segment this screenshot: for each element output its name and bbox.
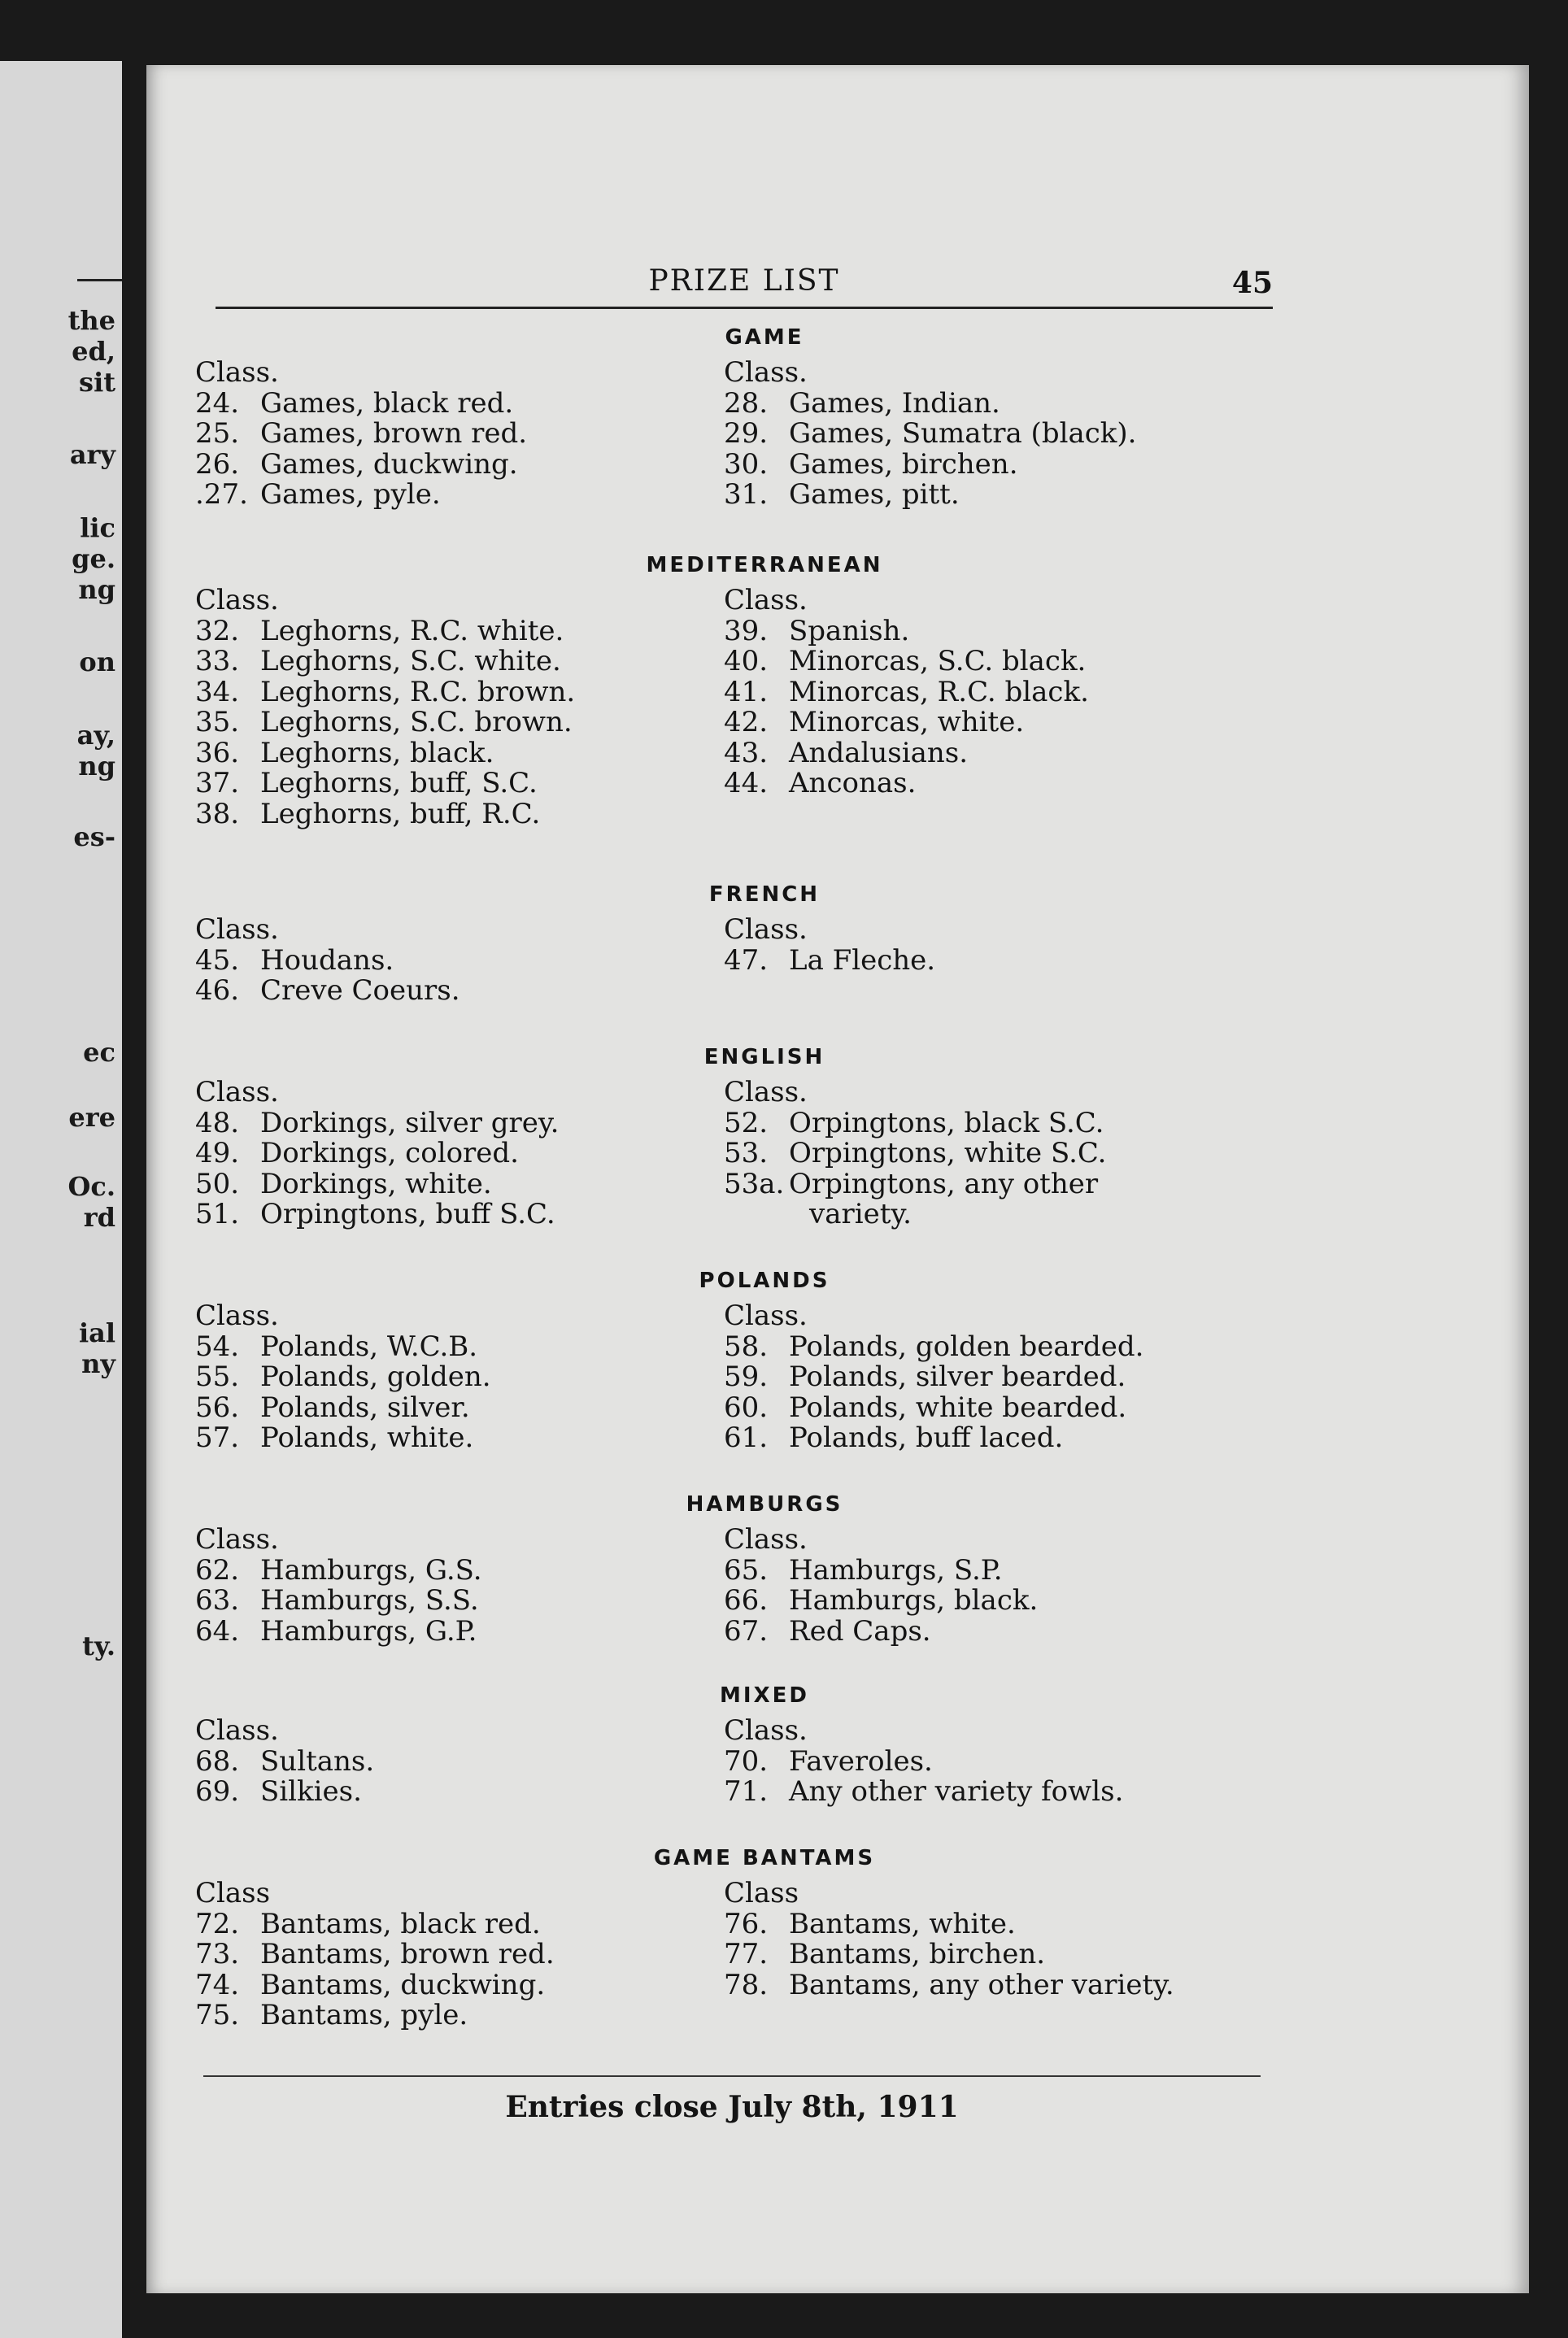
class-entry xyxy=(195,1332,724,1363)
class-entry xyxy=(195,1423,724,1454)
class-entry xyxy=(195,1393,724,1424)
class-entry xyxy=(724,1777,1252,1808)
class-description: Polands, golden. xyxy=(260,1361,491,1393)
class-number: 29. xyxy=(724,417,769,450)
class-description: Anconas. xyxy=(789,767,917,799)
class-description: Polands, golden bearded. xyxy=(789,1330,1144,1363)
class-entry xyxy=(195,1777,724,1808)
class-column-left xyxy=(195,1078,724,1230)
class-number: 45. xyxy=(195,943,240,977)
class-number: 56. xyxy=(195,1391,240,1424)
class-entry xyxy=(195,647,724,677)
left-fragment: ed, xyxy=(72,336,115,367)
breed-section xyxy=(195,1846,1334,2031)
section-columns xyxy=(195,1301,1334,1454)
section-heading: MEDITERRANEAN xyxy=(646,553,883,577)
class-number: 34. xyxy=(195,675,240,708)
class-number: 28. xyxy=(724,386,769,420)
class-description: Bantams, duckwing. xyxy=(260,1968,546,2001)
class-entry xyxy=(195,799,724,830)
class-description: Minorcas, white. xyxy=(789,706,1025,738)
left-fragment: the xyxy=(68,305,115,336)
section-heading: HAMBURGS xyxy=(686,1492,843,1517)
class-column-left xyxy=(195,1716,724,1808)
class-entry xyxy=(195,1199,724,1230)
class-entry xyxy=(724,768,1252,799)
class-number: 67. xyxy=(724,1614,769,1648)
section-heading: GAME xyxy=(725,325,804,350)
class-description: Polands, silver. xyxy=(260,1391,470,1424)
class-column-right xyxy=(724,1879,1252,2031)
class-column-right xyxy=(724,1525,1252,1647)
class-description: Bantams, black red. xyxy=(260,1907,541,1940)
class-entry xyxy=(195,1909,724,1940)
class-column-left xyxy=(195,1879,724,2031)
class-description: Games, black red. xyxy=(260,386,514,420)
left-fragment: ng xyxy=(78,574,115,605)
class-number: 39. xyxy=(724,614,769,647)
page-header xyxy=(216,264,1273,313)
section-columns xyxy=(195,1879,1334,2031)
class-entry xyxy=(724,386,1252,420)
class-entry xyxy=(724,677,1252,708)
left-fragment: ty. xyxy=(82,1631,115,1661)
class-entry xyxy=(195,2001,724,2031)
class-entry xyxy=(724,1362,1252,1393)
class-label: Class. xyxy=(724,1714,808,1747)
class-column-left xyxy=(195,586,724,829)
class-number: 64. xyxy=(195,1614,240,1648)
class-description: Dorkings, silver grey. xyxy=(260,1106,560,1139)
class-number: 25. xyxy=(195,417,240,450)
breed-section xyxy=(195,1269,1334,1454)
class-entry xyxy=(195,768,724,799)
class-column-right xyxy=(724,1301,1252,1454)
class-entry xyxy=(195,943,724,977)
class-entry xyxy=(724,647,1252,677)
class-number: 33. xyxy=(195,645,240,677)
class-number: 57. xyxy=(195,1422,240,1454)
class-entry xyxy=(724,1614,1252,1648)
class-label: Class. xyxy=(724,356,808,389)
class-column-right xyxy=(724,358,1252,511)
class-number: 70. xyxy=(724,1744,769,1778)
class-label: Class. xyxy=(195,1714,279,1747)
class-entry xyxy=(195,1940,724,1970)
class-description: Hamburgs, G.P. xyxy=(260,1614,477,1648)
class-label: Class. xyxy=(195,356,279,389)
class-entry xyxy=(724,1332,1252,1363)
class-description: Faveroles. xyxy=(789,1744,933,1778)
left-fragment: ial xyxy=(78,1317,115,1348)
section-columns xyxy=(195,1525,1334,1647)
section-columns xyxy=(195,586,1334,829)
class-label: Class. xyxy=(724,584,808,616)
class-description: Leghorns, buff, R.C. xyxy=(260,797,541,830)
left-fragment: ng xyxy=(78,751,115,782)
class-entry xyxy=(195,1108,724,1139)
class-number: 53. xyxy=(724,1137,769,1169)
class-entry xyxy=(195,976,724,1007)
class-number: 77. xyxy=(724,1938,769,1970)
class-number: 46. xyxy=(195,974,240,1007)
left-fragment: Oc. xyxy=(68,1171,115,1202)
class-label: Class. xyxy=(724,913,808,946)
left-fragment: on xyxy=(79,647,115,677)
class-number: 75. xyxy=(195,1999,240,2031)
class-number: 68. xyxy=(195,1744,240,1778)
class-column-right xyxy=(724,1716,1252,1808)
class-number: 40. xyxy=(724,645,769,677)
class-number: 72. xyxy=(195,1907,240,1940)
class-description: Polands, white. xyxy=(260,1422,474,1454)
entries-close-notice: Entries close July 8th, 1911 xyxy=(505,2090,959,2124)
class-description: Polands, buff laced. xyxy=(789,1422,1064,1454)
class-entry xyxy=(195,1586,724,1617)
class-number: 51. xyxy=(195,1198,240,1230)
class-column-left xyxy=(195,1525,724,1647)
section-heading: ENGLISH xyxy=(703,1045,825,1069)
class-description: Minorcas, R.C. black. xyxy=(789,675,1089,708)
document-page xyxy=(146,65,1529,2293)
class-description: Leghorns, black. xyxy=(260,736,494,769)
class-description: Games, Sumatra (black). xyxy=(789,417,1137,450)
left-fragment: ay, xyxy=(76,720,115,751)
header-rule xyxy=(216,307,1273,309)
class-description: Hamburgs, S.S. xyxy=(260,1584,479,1617)
class-entry xyxy=(724,616,1252,647)
class-description: Sultans. xyxy=(260,1744,375,1778)
class-entry xyxy=(724,1108,1252,1139)
class-number: 73. xyxy=(195,1938,240,1970)
class-entry xyxy=(195,616,724,647)
class-number: 59. xyxy=(724,1361,769,1393)
class-number: 52. xyxy=(724,1106,769,1139)
class-number: .27. xyxy=(195,478,248,511)
section-heading: FRENCH xyxy=(708,882,821,907)
class-column-right xyxy=(724,586,1252,829)
class-entry xyxy=(724,1139,1252,1169)
class-description: Andalusians. xyxy=(789,736,969,769)
class-description: Games, pyle. xyxy=(260,478,441,511)
footer-rule xyxy=(203,2075,1261,2077)
class-description: Games, Indian. xyxy=(789,386,1000,420)
left-fragment: ge. xyxy=(72,543,115,574)
class-entry xyxy=(195,738,724,769)
class-entry xyxy=(724,1970,1252,2001)
class-description: Houdans. xyxy=(260,943,394,977)
section-columns xyxy=(195,358,1334,511)
class-number: 53a. xyxy=(724,1167,785,1200)
class-description: Minorcas, S.C. black. xyxy=(789,645,1087,677)
class-entry xyxy=(724,943,1252,977)
class-entry xyxy=(724,1940,1252,1970)
class-number: 37. xyxy=(195,767,240,799)
class-description: Bantams, brown red. xyxy=(260,1938,555,1970)
class-number: 69. xyxy=(195,1775,240,1808)
class-number: 54. xyxy=(195,1330,240,1363)
class-number: 66. xyxy=(724,1584,769,1617)
class-entry xyxy=(195,1970,724,2001)
class-number: 48. xyxy=(195,1106,240,1139)
class-description: Bantams, white. xyxy=(789,1907,1016,1940)
class-entry xyxy=(195,1744,724,1778)
class-number: 74. xyxy=(195,1968,240,2001)
left-fragment: ec xyxy=(83,1037,115,1068)
class-description: Games, birchen. xyxy=(789,447,1018,481)
class-number: 31. xyxy=(724,478,769,511)
class-entry xyxy=(724,419,1252,450)
class-description: Games, pitt. xyxy=(789,478,960,511)
class-number: 41. xyxy=(724,675,769,708)
class-label: Class xyxy=(195,1877,271,1909)
class-description: Orpingtons, any other xyxy=(789,1167,1099,1200)
class-number: 61. xyxy=(724,1422,769,1454)
class-label: Class. xyxy=(195,584,279,616)
class-description: Any other variety fowls. xyxy=(789,1775,1124,1808)
class-entry xyxy=(724,1553,1252,1587)
adjacent-page-rule xyxy=(77,279,122,281)
class-description: Bantams, any other variety. xyxy=(789,1968,1174,2001)
class-label: Class. xyxy=(724,1300,808,1332)
class-number: 78. xyxy=(724,1968,769,2001)
class-entry xyxy=(195,707,724,738)
class-entry xyxy=(195,1614,724,1648)
class-label: Class. xyxy=(195,913,279,946)
class-description: Hamburgs, black. xyxy=(789,1584,1039,1617)
left-fragment: lic xyxy=(80,512,115,543)
section-columns xyxy=(195,1716,1334,1808)
class-label: Class. xyxy=(724,1076,808,1108)
class-description: Games, duckwing. xyxy=(260,447,518,481)
class-entry xyxy=(195,1362,724,1393)
breed-section xyxy=(195,1683,1334,1808)
class-number: 49. xyxy=(195,1137,240,1169)
class-entry xyxy=(724,707,1252,738)
section-columns xyxy=(195,915,1334,1007)
class-number: 60. xyxy=(724,1391,769,1424)
class-entry xyxy=(195,1553,724,1587)
class-entry xyxy=(724,738,1252,769)
class-label: Class. xyxy=(724,1523,808,1556)
class-description: Leghorns, S.C. brown. xyxy=(260,706,573,738)
class-description: Leghorns, R.C. white. xyxy=(260,614,564,647)
class-number: 55. xyxy=(195,1361,240,1393)
class-label: Class. xyxy=(195,1300,279,1332)
class-entry xyxy=(724,480,1252,511)
class-description: Hamburgs, S.P. xyxy=(789,1553,1003,1587)
left-fragment: es- xyxy=(73,821,115,852)
class-description: Creve Coeurs. xyxy=(260,974,460,1007)
class-entry xyxy=(195,447,724,481)
breed-section xyxy=(195,1492,1334,1647)
class-number: 63. xyxy=(195,1584,240,1617)
class-entry xyxy=(195,419,724,450)
class-number: 38. xyxy=(195,797,240,830)
class-entry xyxy=(724,1744,1252,1778)
class-description: Games, brown red. xyxy=(260,417,528,450)
class-description: Leghorns, buff, S.C. xyxy=(260,767,538,799)
class-description: Hamburgs, G.S. xyxy=(260,1553,482,1587)
class-number: 50. xyxy=(195,1167,240,1200)
class-description: Dorkings, colored. xyxy=(260,1137,519,1169)
section-heading: POLANDS xyxy=(699,1269,830,1293)
class-description: Orpingtons, white S.C. xyxy=(789,1137,1107,1169)
left-fragment: ny xyxy=(81,1348,115,1379)
class-number: 47. xyxy=(724,943,769,977)
class-column-left xyxy=(195,915,724,1007)
adjacent-page-edge xyxy=(0,61,122,2338)
class-description: La Fleche. xyxy=(789,943,936,977)
class-entry xyxy=(724,1199,1252,1230)
left-fragment: ary xyxy=(69,439,115,470)
class-number: 32. xyxy=(195,614,240,647)
class-entry xyxy=(724,1586,1252,1617)
class-entry xyxy=(724,1393,1252,1424)
class-entry xyxy=(724,1169,1252,1200)
page-title: PRIZE LIST xyxy=(648,264,840,298)
class-number: 42. xyxy=(724,706,769,738)
class-description: Red Caps. xyxy=(789,1614,931,1648)
class-label: Class. xyxy=(195,1076,279,1108)
page-number: 45 xyxy=(1231,266,1273,300)
class-number: 58. xyxy=(724,1330,769,1363)
breed-section xyxy=(195,553,1334,829)
class-description: Dorkings, white. xyxy=(260,1167,492,1200)
class-column-right xyxy=(724,1078,1252,1230)
class-number: 26. xyxy=(195,447,240,481)
class-description: Spanish. xyxy=(789,614,910,647)
class-column-left xyxy=(195,358,724,511)
class-number: 65. xyxy=(724,1553,769,1587)
class-description: Bantams, pyle. xyxy=(260,1999,468,2031)
breed-section xyxy=(195,325,1334,511)
class-entry xyxy=(195,1169,724,1200)
class-entry xyxy=(724,1423,1252,1454)
class-entry xyxy=(195,386,724,420)
class-column-left xyxy=(195,1301,724,1454)
class-description: Leghorns, R.C. brown. xyxy=(260,675,576,708)
class-number: 44. xyxy=(724,767,769,799)
class-description: Polands, W.C.B. xyxy=(260,1330,478,1363)
breed-section xyxy=(195,1045,1334,1230)
class-entry xyxy=(195,677,724,708)
class-number: 24. xyxy=(195,386,240,420)
class-description: Orpingtons, black S.C. xyxy=(789,1106,1104,1139)
class-description: Bantams, birchen. xyxy=(789,1938,1046,1970)
class-description: Leghorns, S.C. white. xyxy=(260,645,561,677)
section-heading: MIXED xyxy=(720,1683,809,1708)
class-entry xyxy=(195,1139,724,1169)
class-number: 71. xyxy=(724,1775,769,1808)
class-description: variety. xyxy=(809,1198,912,1230)
class-label: Class. xyxy=(195,1523,279,1556)
class-number: 62. xyxy=(195,1553,240,1587)
class-number: 76. xyxy=(724,1907,769,1940)
left-fragment: rd xyxy=(83,1202,115,1233)
class-entry xyxy=(724,1909,1252,1940)
section-heading: GAME BANTAMS xyxy=(653,1846,876,1870)
breed-section xyxy=(195,882,1334,1007)
class-number: 35. xyxy=(195,706,240,738)
class-number: 30. xyxy=(724,447,769,481)
class-description: Orpingtons, buff S.C. xyxy=(260,1198,555,1230)
class-description: Polands, white bearded. xyxy=(789,1391,1127,1424)
class-column-right xyxy=(724,915,1252,1007)
class-number: 36. xyxy=(195,736,240,769)
class-label: Class xyxy=(724,1877,799,1909)
class-entry xyxy=(724,447,1252,481)
left-fragment: ere xyxy=(68,1102,115,1133)
class-number: 43. xyxy=(724,736,769,769)
section-columns xyxy=(195,1078,1334,1230)
class-description: Silkies. xyxy=(260,1775,362,1808)
left-fragment: sit xyxy=(79,367,115,398)
class-description: Polands, silver bearded. xyxy=(789,1361,1126,1393)
class-entry xyxy=(195,480,724,511)
